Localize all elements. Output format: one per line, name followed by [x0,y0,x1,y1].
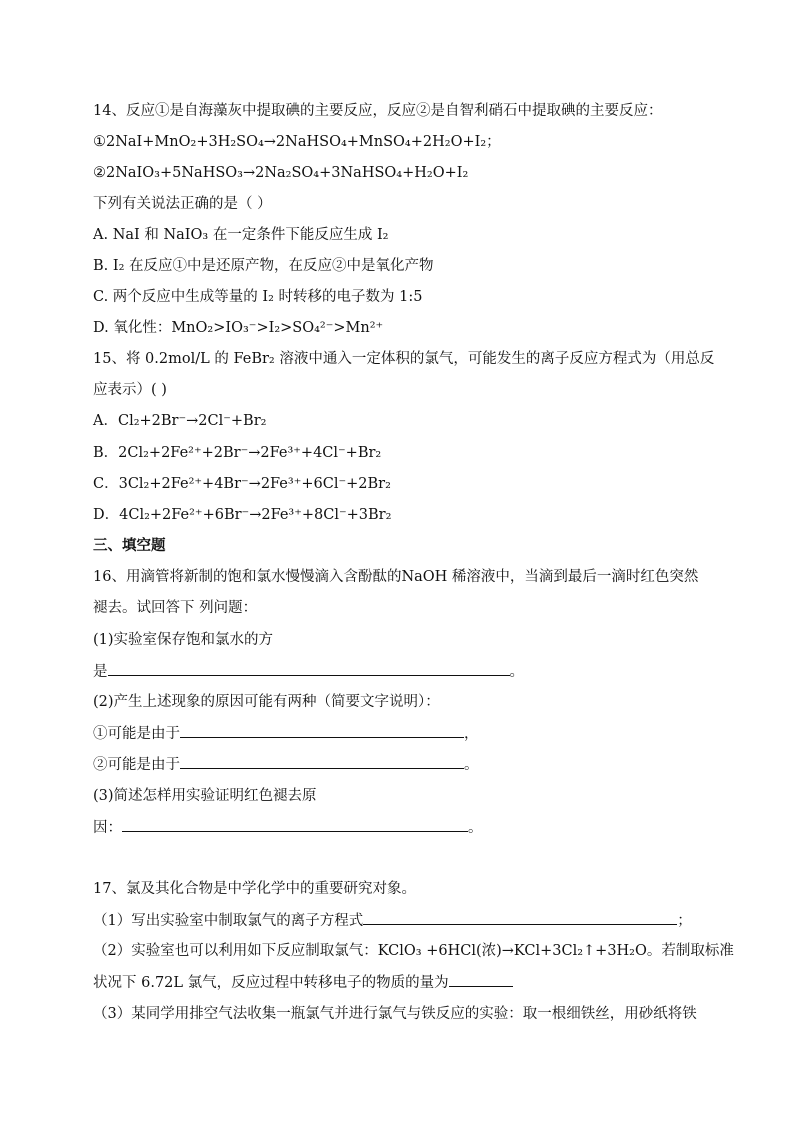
q16-part3-label: (3)简述怎样用实验证明红色褪去原 [93,788,317,804]
q16-part2a-answer-blank[interactable] [180,723,464,738]
q15-option-b: B．2Cl₂+2Fe²⁺+2Br⁻→2Fe³⁺+4Cl⁻+Br₂ [93,445,382,461]
q17-part2-line2 [93,972,513,993]
q14-option-b: B. I₂ 在反应①中是还原产物，在反应②中是氧化产物 [93,258,434,274]
q14-option-a: A. NaI 和 NaIO₃ 在一定条件下能反应生成 I₂ [93,227,389,243]
q17-part1-label: （1）写出实验室中制取氯气的离子方程式 [93,913,364,929]
q16-stem-line1: 16、用滴管将新制的饱和氯水慢慢滴入含酚酞的NaOH 稀溶液中，当滴到最后一滴时红色突然 [93,569,699,585]
q17-part1-end: ； [677,913,692,929]
q16-part2-label: (2)产生上述现象的原因可能有两种（简要文字说明）： [93,694,440,710]
q16-part2b-line [93,754,479,775]
q16-stem-line2: 褪去。试回答下 列问题： [93,600,258,616]
q16-part2a-label: ①可能是由于 [93,726,180,742]
q15-option-c: C．3Cl₂+2Fe²⁺+4Br⁻→2Fe³⁺+6Cl⁻+2Br₂ [93,476,391,492]
q16-part1-line [93,661,524,682]
q16-part1-label: (1)实验室保存饱和氯水的方 [93,632,274,648]
q16-part2b-label: ②可能是由于 [93,757,180,773]
q17-part1-answer-blank[interactable] [363,910,677,925]
q16-part3-end: 。 [468,820,483,836]
q16-part3-label-cont: 因： [93,820,122,836]
q16-part2a-end: ， [464,726,479,742]
q14-reaction-1: ①2NaI+MnO₂+3H₂SO₄→2NaHSO₄+MnSO₄+2H₂O+I₂； [93,134,501,150]
q16-part3-line [93,817,483,838]
q16-part2b-answer-blank[interactable] [180,754,464,769]
q16-part3-answer-blank[interactable] [122,817,468,832]
q15-option-a: A．Cl₂+2Br⁻→2Cl⁻+Br₂ [93,413,267,429]
q16-part1-label-cont: 是 [93,664,108,680]
q15-stem-line1: 15、将 0.2mol/L 的 FeBr₂ 溶液中通入一定体积的氯气，可能发生的离子反应方程式为（用总反 [93,351,715,367]
q17-part3-line1: （3）某同学用排空气法收集一瓶氯气并进行氯气与铁反应的实验：取一根细铁丝，用砂纸将铁 [93,1006,697,1022]
q16-part2b-end: 。 [464,757,479,773]
q14-option-c: C. 两个反应中生成等量的 I₂ 时转移的电子数为 1:5 [93,289,423,305]
q14-reaction-2: ②2NaIO₃+5NaHSO₃→2Na₂SO₄+3NaHSO₄+H₂O+I₂ [93,165,469,181]
q14-question: 下列有关说法正确的是（ ） [93,196,272,212]
q15-option-d: D．4Cl₂+2Fe²⁺+6Br⁻→2Fe³⁺+8Cl⁻+3Br₂ [93,507,392,523]
q17-part1-line [93,910,692,931]
q16-part2a-line [93,723,479,744]
q15-stem-line2: 应表示）( ) [93,382,167,398]
q14-stem: 14、反应①是自海藻灰中提取碘的主要反应，反应②是自智利硝石中提取碘的主要反应： [93,103,663,119]
section-heading-fill-in: 三、填空题 [93,538,166,554]
q17-stem: 17、氯及其化合物是中学化学中的重要研究对象。 [93,881,416,897]
q17-part2-line1: （2）实验室也可以利用如下反应制取氯气：KClO₃ +6HCl(浓)→KCl+3Cl₂↑+3H₂O。若制取标准 [93,943,734,959]
q14-option-d: D. 氧化性：MnO₂>IO₃⁻>I₂>SO₄²⁻>Mn²⁺ [93,320,384,336]
q16-part1-answer-blank[interactable] [108,661,510,676]
q17-part2-label: 状况下 6.72L 氯气，反应过程中转移电子的物质的量为 [93,975,449,991]
q16-part1-end: 。 [509,664,524,680]
q17-part2-answer-blank[interactable] [449,972,513,987]
